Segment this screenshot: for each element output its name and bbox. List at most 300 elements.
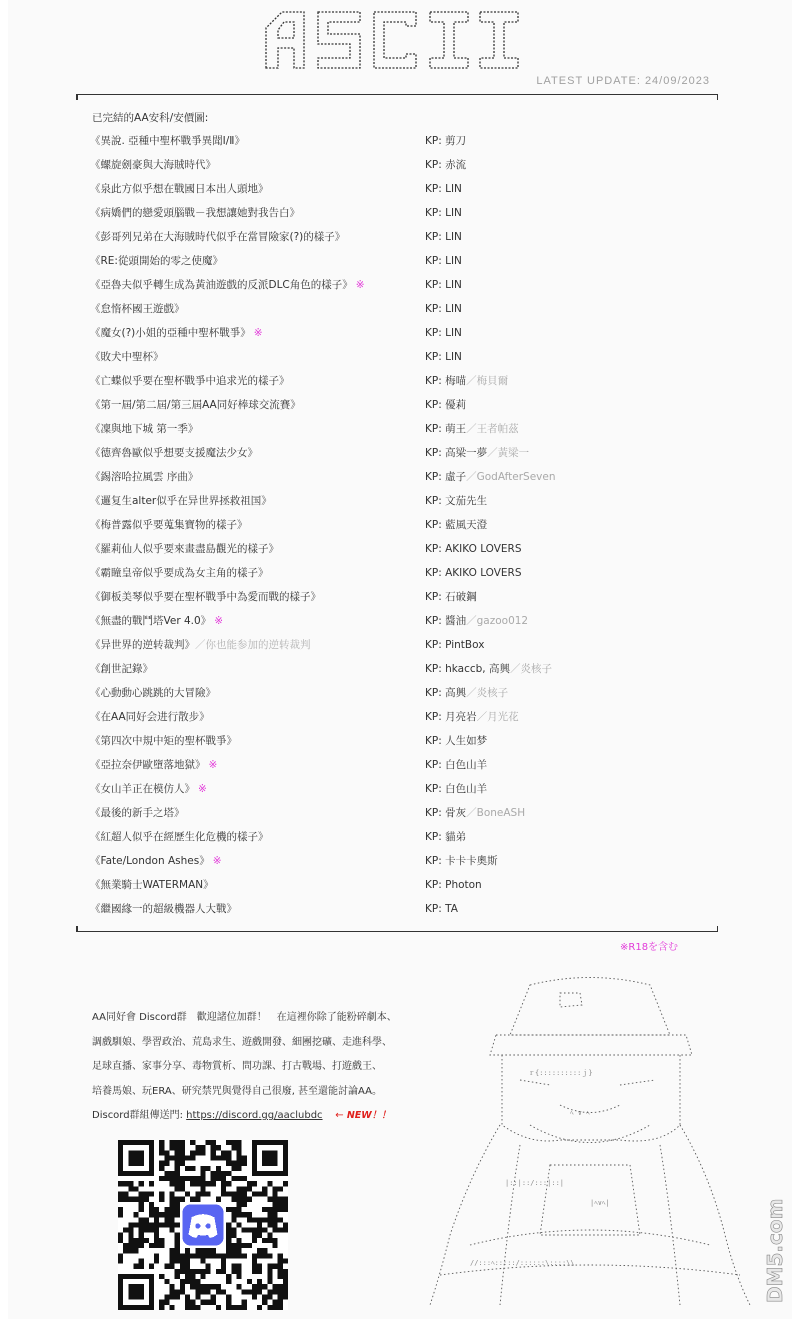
story-title[interactable] (90, 250, 223, 272)
qr-module (231, 1269, 236, 1274)
kp-credit (425, 586, 477, 608)
qr-module (283, 1228, 288, 1233)
story-title[interactable] (90, 178, 269, 200)
qr-module (200, 1186, 205, 1191)
kp-credit (425, 490, 487, 512)
story-title[interactable] (90, 826, 269, 848)
qr-module (226, 1279, 231, 1284)
qr-module (221, 1289, 226, 1294)
qr-module (247, 1181, 252, 1186)
qr-module (231, 1305, 236, 1310)
qr-module (118, 1258, 123, 1263)
qr-module (159, 1145, 164, 1150)
kp-credit (425, 634, 484, 656)
qr-module (154, 1238, 159, 1243)
qr-module (164, 1161, 169, 1166)
qr-module (283, 1207, 288, 1212)
qr-module (139, 1233, 144, 1238)
qr-module (195, 1253, 200, 1258)
qr-module (257, 1305, 262, 1310)
kp-credit (425, 826, 466, 848)
qr-module (252, 1289, 257, 1294)
qr-module (231, 1243, 236, 1248)
kp-label: KP: (425, 639, 442, 651)
qr-module (133, 1186, 138, 1191)
qr-module (216, 1166, 221, 1171)
qr-module (170, 1295, 175, 1300)
qr-module (118, 1233, 123, 1238)
qr-module (211, 1145, 216, 1150)
qr-module (273, 1264, 278, 1269)
kp-name: 萌王 (445, 423, 467, 435)
qr-module (185, 1258, 190, 1263)
story-title[interactable] (90, 778, 207, 800)
qr-module (226, 1222, 231, 1227)
qr-module (190, 1279, 195, 1284)
qr-module (257, 1269, 262, 1274)
discord-text-line: AA同好會 Discord群 歡迎諸位加群！ 在這裡你除了能粉碎劇本、 (92, 1012, 397, 1023)
qr-module (149, 1181, 154, 1186)
qr-module (139, 1243, 144, 1248)
qr-module (231, 1207, 236, 1212)
qr-module (252, 1295, 257, 1300)
story-title[interactable] (90, 898, 237, 920)
list-row (90, 346, 710, 370)
qr-module (211, 1284, 216, 1289)
qr-module (283, 1202, 288, 1207)
kp-label: KP: (425, 423, 442, 435)
kp-label: KP: (425, 615, 442, 627)
qr-module (154, 1228, 159, 1233)
kp-label: KP: (425, 351, 442, 363)
kp-credit (425, 754, 487, 776)
r18-mark: ※ (253, 327, 263, 339)
qr-module (257, 1284, 262, 1289)
story-title[interactable] (90, 226, 345, 248)
qr-module (185, 1264, 190, 1269)
story-title[interactable] (90, 538, 279, 560)
qr-module (170, 1202, 175, 1207)
qr-module (200, 1284, 205, 1289)
qr-module (262, 1192, 267, 1197)
watermark-text: DM5.com (763, 1198, 787, 1303)
qr-module (200, 1181, 205, 1186)
qr-module (242, 1192, 247, 1197)
qr-module (200, 1274, 205, 1279)
r18-mark: ※ (355, 279, 365, 291)
kp-label: KP: (425, 543, 442, 555)
qr-module (200, 1269, 205, 1274)
qr-module (242, 1305, 247, 1310)
kp-credit (425, 250, 462, 272)
qr-module (185, 1274, 190, 1279)
qr-module (128, 1181, 133, 1186)
qr-module (139, 1258, 144, 1263)
kp-name: 卡卡卡奧斯 (445, 855, 498, 867)
story-title[interactable] (90, 658, 153, 680)
kp-credit (425, 562, 522, 584)
story-title[interactable] (90, 490, 272, 512)
qr-module (236, 1166, 241, 1171)
story-title-note: 你也能参加的逆转裁判 (205, 639, 311, 651)
qr-module (154, 1207, 159, 1212)
qr-module (139, 1222, 144, 1227)
qr-module (190, 1274, 195, 1279)
qr-module (128, 1186, 133, 1191)
story-title[interactable] (90, 322, 263, 344)
qr-module (190, 1150, 195, 1155)
qr-module (185, 1248, 190, 1253)
story-title[interactable] (90, 370, 290, 392)
kp-name: 藍風天澄 (445, 519, 488, 531)
story-title-text: 《無盡的戰鬥塔Ver 4.0》 (90, 615, 212, 627)
qr-module (170, 1212, 175, 1217)
qr-module (278, 1207, 283, 1212)
qr-module (278, 1295, 283, 1300)
qr-module (180, 1258, 185, 1263)
qr-module (236, 1253, 241, 1258)
qr-module (200, 1253, 205, 1258)
qr-module (159, 1212, 164, 1217)
kp-label: KP: (425, 831, 442, 843)
qr-module (159, 1150, 164, 1155)
qr-module (200, 1171, 205, 1176)
discord-qr-code[interactable] (118, 1140, 288, 1310)
qr-module (133, 1238, 138, 1243)
kp-alt-name: 炎核子 (476, 687, 509, 699)
qr-module (283, 1295, 288, 1300)
qr-module (278, 1197, 283, 1202)
story-title[interactable] (90, 874, 214, 896)
qr-module (221, 1192, 226, 1197)
qr-module (221, 1269, 226, 1274)
kp-label: KP: (425, 327, 442, 339)
qr-module (221, 1253, 226, 1258)
story-title[interactable] (90, 394, 301, 416)
qr-module (267, 1264, 272, 1269)
list-row (90, 802, 710, 826)
list-row (90, 706, 710, 730)
story-title[interactable] (90, 202, 300, 224)
qr-module (267, 1279, 272, 1284)
qr-module (206, 1248, 211, 1253)
qr-module (242, 1243, 247, 1248)
qr-module (180, 1264, 185, 1269)
qr-module (185, 1253, 190, 1258)
qr-module (133, 1248, 138, 1253)
qr-module (242, 1228, 247, 1233)
qr-module (190, 1253, 195, 1258)
story-title-text: 《彭哥列兄弟在大海賊時代似乎在當冒險家(?)的樣子》 (90, 231, 346, 243)
list-row (90, 586, 710, 610)
qr-module (154, 1233, 159, 1238)
story-title[interactable] (90, 346, 164, 368)
qr-module (180, 1269, 185, 1274)
qr-module (236, 1238, 241, 1243)
qr-module (257, 1217, 262, 1222)
qr-module (133, 1212, 138, 1217)
qr-module (216, 1171, 221, 1176)
qr-module (195, 1192, 200, 1197)
qr-module (236, 1176, 241, 1181)
story-title-text: 《第一屆/第二屆/第三屆AA同好棒球交流賽》 (90, 399, 301, 411)
story-title-text: 《怠惰杯國王遊戲》 (90, 303, 185, 315)
story-title-text: 《泉此方似乎想在戰國日本出人頭地》 (90, 183, 269, 195)
story-title[interactable] (90, 418, 198, 440)
qr-module (273, 1300, 278, 1305)
kp-credit (425, 850, 498, 872)
qr-module (170, 1197, 175, 1202)
qr-module (128, 1197, 133, 1202)
qr-module (216, 1176, 221, 1181)
kp-credit (425, 418, 519, 440)
qr-module (278, 1274, 283, 1279)
qr-module (195, 1305, 200, 1310)
qr-module (262, 1217, 267, 1222)
qr-module (170, 1181, 175, 1186)
qr-module (247, 1212, 252, 1217)
kp-name: PintBox (445, 639, 485, 651)
qr-module (247, 1217, 252, 1222)
qr-module (144, 1228, 149, 1233)
kp-label: KP: (425, 135, 442, 147)
qr-module (170, 1228, 175, 1233)
qr-module (267, 1295, 272, 1300)
r18-mark: ※ (198, 783, 207, 795)
kp-alt-name: gazoo012 (476, 615, 529, 627)
list-row (90, 202, 710, 226)
qr-module (252, 1269, 257, 1274)
qr-module (175, 1181, 180, 1186)
qr-module (180, 1279, 185, 1284)
svg-text:ﾍ ∨ ﾍ: ﾍ ∨ ﾍ (570, 1109, 590, 1117)
qr-module (190, 1197, 195, 1202)
story-title[interactable] (90, 730, 237, 752)
qr-module (195, 1289, 200, 1294)
qr-module (247, 1197, 252, 1202)
qr-module (236, 1150, 241, 1155)
story-title[interactable] (90, 274, 365, 296)
qr-module (216, 1284, 221, 1289)
kp-credit (425, 538, 522, 560)
qr-module (175, 1269, 180, 1274)
kp-label: KP: (425, 303, 442, 315)
qr-module (154, 1243, 159, 1248)
qr-module (273, 1222, 278, 1227)
qr-module (226, 1274, 231, 1279)
qr-module (164, 1264, 169, 1269)
story-title[interactable] (90, 682, 216, 704)
story-title[interactable] (90, 130, 245, 152)
kp-label: KP: (425, 183, 442, 195)
qr-module (200, 1289, 205, 1294)
story-title-text: 《創世記錄》 (90, 663, 153, 675)
qr-module (159, 1192, 164, 1197)
kp-name: LIN (445, 351, 462, 363)
qr-module (236, 1264, 241, 1269)
bottom-divider (76, 931, 718, 932)
qr-module (123, 1228, 128, 1233)
qr-module (236, 1186, 241, 1191)
kp-alt-name: GodAfterSeven (476, 471, 556, 483)
story-title-text: 《梅普露似乎要蒐集寶物的樣子》 (90, 519, 248, 531)
story-title-text: 《病嬌們的戀愛頭腦戰－我想讓她對我告白》 (90, 207, 300, 219)
qr-module (242, 1161, 247, 1166)
qr-module (123, 1181, 128, 1186)
qr-module (211, 1155, 216, 1160)
qr-module (180, 1289, 185, 1294)
qr-module (118, 1207, 123, 1212)
kp-credit (425, 658, 552, 680)
qr-module (236, 1274, 241, 1279)
story-title[interactable] (90, 754, 217, 776)
story-title[interactable] (90, 562, 269, 584)
story-title[interactable] (90, 514, 248, 536)
qr-module (231, 1166, 236, 1171)
story-title[interactable] (90, 610, 223, 632)
kp-credit (425, 610, 528, 632)
story-title-text: 《無業騎士WATERMAN》 (90, 879, 214, 891)
kp-label: KP: (425, 207, 442, 219)
qr-module (242, 1300, 247, 1305)
qr-module (180, 1186, 185, 1191)
qr-module (180, 1181, 185, 1186)
qr-module (236, 1161, 241, 1166)
qr-module (159, 1176, 164, 1181)
story-title-text: 《錫溶哈拉風雲 序曲》 (90, 471, 199, 483)
story-title[interactable] (90, 850, 222, 872)
qr-module (252, 1253, 257, 1258)
qr-module (283, 1289, 288, 1294)
kp-name: 月亮岩 (445, 711, 477, 723)
qr-module (190, 1181, 195, 1186)
kp-name: 人生如梦 (445, 735, 488, 747)
qr-module (180, 1140, 185, 1145)
kp-credit (425, 394, 466, 416)
qr-module (170, 1207, 175, 1212)
qr-module (236, 1284, 241, 1289)
qr-module (278, 1289, 283, 1294)
qr-module (247, 1243, 252, 1248)
kp-alt-separator: ／ (509, 663, 521, 675)
discord-invite-link[interactable]: https://discord.gg/aaclubdc (186, 1110, 323, 1121)
kp-name: LIN (445, 327, 462, 339)
qr-module (231, 1140, 236, 1145)
story-title[interactable] (90, 442, 258, 464)
qr-module (200, 1176, 205, 1181)
qr-module (221, 1171, 226, 1176)
story-title[interactable] (90, 634, 311, 656)
kp-name: 骨灰 (445, 807, 467, 819)
discord-text-line: 培養馬娘、玩ERA、研究禁咒與覺得自己很廢, 甚至還能討論AA。 (92, 1085, 383, 1097)
discord-text-line: 足球直播、家事分享、毒物賞析、問功課、打古戰場、打遊戲王、 (92, 1061, 382, 1072)
qr-finder-core (128, 1284, 143, 1299)
qr-module (206, 1192, 211, 1197)
kp-name: LIN (445, 183, 462, 195)
kp-name: TA (445, 903, 458, 915)
list-row (90, 898, 710, 922)
qr-module (257, 1233, 262, 1238)
kp-label: KP: (425, 471, 442, 483)
qr-module (262, 1207, 267, 1212)
kp-alt-separator: ／ (466, 687, 477, 699)
kp-name: 白色山羊 (445, 783, 488, 795)
kp-alt-separator: ／ (476, 711, 488, 723)
story-title[interactable] (90, 154, 216, 176)
qr-module (262, 1253, 267, 1258)
kp-name: LIN (445, 207, 462, 219)
qr-module (236, 1243, 241, 1248)
story-title-text: 《Fate/London Ashes》 (90, 855, 210, 867)
story-title[interactable] (90, 706, 210, 728)
qr-module (170, 1222, 175, 1227)
kp-credit (425, 202, 462, 224)
qr-module (159, 1243, 164, 1248)
qr-module (267, 1305, 272, 1310)
qr-module (247, 1186, 252, 1191)
story-title[interactable] (90, 586, 321, 608)
qr-module (278, 1186, 283, 1191)
story-title[interactable] (90, 802, 185, 824)
qr-module (231, 1253, 236, 1258)
qr-module (154, 1258, 159, 1263)
kp-name: 優莉 (445, 399, 467, 411)
kp-credit (425, 682, 508, 704)
list-row (90, 658, 710, 682)
qr-module (267, 1197, 272, 1202)
story-title[interactable] (90, 466, 198, 488)
qr-module (278, 1264, 283, 1269)
qr-module (164, 1212, 169, 1217)
qr-module (236, 1248, 241, 1253)
svg-text://:::ﾍ:::::/::::::\::::\\: //:::ﾍ:::::/::::::\::::\\ (470, 1259, 575, 1267)
story-title-text: 《RE:從頭開始的零之使魔》 (90, 255, 223, 267)
qr-module (236, 1212, 241, 1217)
story-title-text: 《繼國緣一的超級機器人大戰》 (90, 903, 237, 915)
kp-label: KP: (425, 879, 442, 891)
completed-list (90, 130, 710, 922)
qr-module (185, 1192, 190, 1197)
kp-credit (425, 898, 458, 920)
qr-module (149, 1243, 154, 1248)
qr-module (252, 1192, 257, 1197)
qr-module (200, 1300, 205, 1305)
qr-module (257, 1253, 262, 1258)
qr-module (242, 1176, 247, 1181)
qr-module (159, 1161, 164, 1166)
story-title-text: 《亞拉奈伊歐墮落地獄》 (90, 759, 206, 771)
qr-module (252, 1264, 257, 1269)
kp-credit (425, 442, 529, 464)
list-row (90, 250, 710, 274)
qr-module (175, 1253, 180, 1258)
qr-module (226, 1248, 231, 1253)
kp-alt-separator: ／ (466, 423, 477, 435)
r18-note: ※R18を含む (620, 942, 679, 953)
story-title[interactable] (90, 298, 185, 320)
qr-module (154, 1212, 159, 1217)
kp-name: 高興 (445, 687, 467, 699)
qr-module (267, 1207, 272, 1212)
qr-module (226, 1233, 231, 1238)
kp-alt-name: 月光花 (487, 711, 519, 723)
discord-text-line: 調戲馴娘、學習政治、荒島求生、遊戲開發、細團挖礦、走進科學、 (92, 1036, 392, 1048)
qr-module (226, 1295, 231, 1300)
qr-module (267, 1253, 272, 1258)
qr-module (242, 1155, 247, 1160)
dm5-watermark (762, 1195, 792, 1305)
qr-module (154, 1217, 159, 1222)
